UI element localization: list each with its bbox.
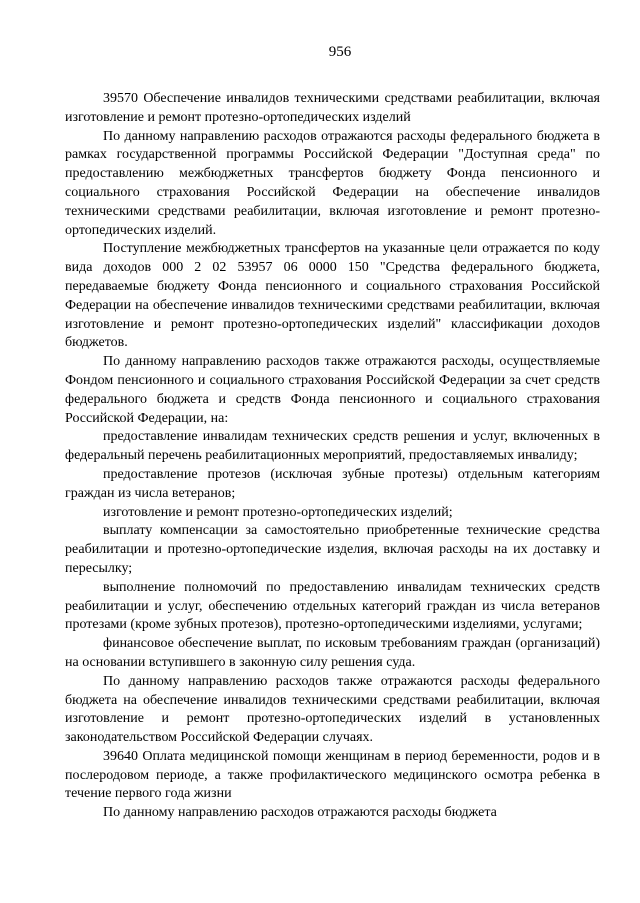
list-item: выплату компенсации за самостоятельно приобретенные технические средства реабилитации и протезно-ортопедические изделия, включая расходы на их доставку и пересылку; — [65, 523, 600, 576]
page-number: 956 — [328, 44, 352, 60]
paragraph: Поступление межбюджетных трансфертов на указанные цели отражается по коду вида доходов 000 2 02 53957 06 0000 150 "Средства федерального бюджета, передаваемые бюджету Фонда пенсионного и социального страхования Российской Федерации на обеспечение инвалидов техническими средствами реабилитации, включая изготовление и ремонт протезно-ортопедических изделий" классификации доходов бюджетов. — [65, 241, 600, 351]
document-body — [65, 90, 600, 823]
paragraph-heading-39570: 39570 Обеспечение инвалидов техническими средствами реабилитации, включая изготовление и ремонт протезно-ортопедических изделий — [65, 91, 600, 125]
paragraph: По данному направлению расходов отражаются расходы федерального бюджета в рамках государственной программы Российской Федерации "Доступная среда" по предоставлению межбюджетных трансфертов бюджету Фонда пенсионного и социального страхования Российской Федерации на обеспечение инвалидов техническими средствами реабилитации, включая изготовление и ремонт протезно-ортопедических изделий. — [65, 128, 600, 238]
list-item: предоставление протезов (исключая зубные протезы) отдельным категориям граждан из числа ветеранов; — [65, 466, 600, 501]
paragraph: По данному направлению расходов отражаются расходы бюджета — [103, 805, 497, 821]
paragraph: По данному направлению расходов также отражаются расходы, осуществляемые Фондом пенсионного и социального страхования Российской Федерации за счет средств федерального бюджета и средств Фонда пенсионного и социального страхования Российской Федерации, на: — [65, 354, 600, 426]
list-item: финансовое обеспечение выплат, по исковым требованиям граждан (организаций) на основании вступившего в законную силу решения суда. — [65, 636, 600, 670]
list-item: изготовление и ремонт протезно-ортопедических изделий; — [103, 504, 453, 520]
paragraph-heading-39640: 39640 Оплата медицинской помощи женщинам в период беременности, родов и в послеродовом периоде, а также профилактического медицинского осмотра ребенка в течение первого года жизни — [65, 748, 600, 802]
list-item: предоставление инвалидам технических средств решения и услуг, включенных в федеральный перечень реабилитационных мероприятий, предоставляемых инвалиду; — [65, 429, 600, 464]
list-item: выполнение полномочий по предоставлению инвалидам технических средств реабилитации и услуг, обеспечению отдельных категорий граждан из числа ветеранов протезами (кроме зубных протезов), протезно-ортопедическими изделиями, услугами; — [65, 579, 600, 633]
paragraph: По данному направлению расходов также отражаются расходы федерального бюджета на обеспечение инвалидов техническими средствами реабилитации, включая изготовление и ремонт протезно-ортопедических изделий в установленных законодательством Российской Федерации случаях. — [65, 673, 600, 746]
